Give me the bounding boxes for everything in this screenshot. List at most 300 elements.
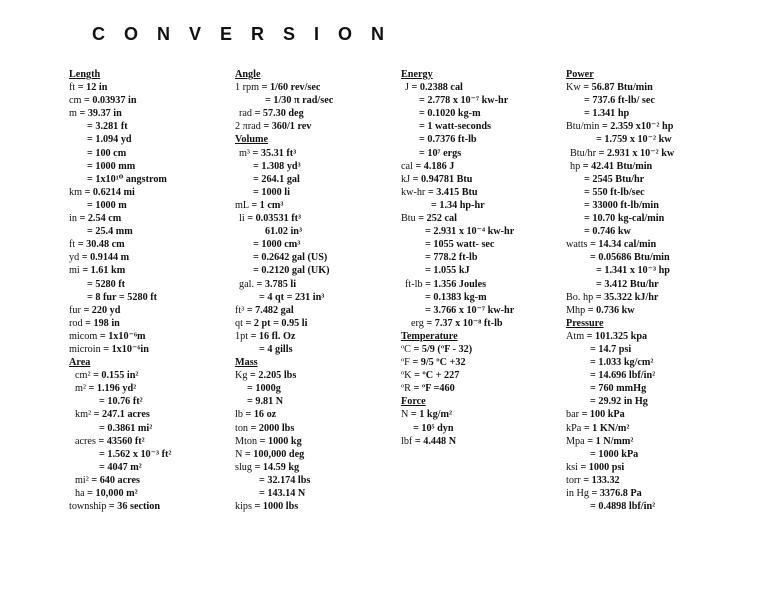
- unit-label: lbf: [401, 435, 413, 447]
- unit-value: = 1000 lbs: [254, 501, 299, 513]
- unit-label: Atm: [566, 330, 585, 342]
- conversion-row: [401, 317, 561, 330]
- conversion-row: [566, 422, 726, 435]
- unit-value: = 10.70 kg-cal/min: [584, 213, 665, 225]
- unit-value: = 9/5 ºC +32: [412, 357, 466, 369]
- unit-value: = 737.6 ft-lb/ sec: [584, 95, 655, 107]
- conversion-row: [69, 199, 229, 212]
- unit-value: = 640 acres: [91, 474, 140, 486]
- unit-value: = 2 pt = 0.95 li: [245, 317, 308, 329]
- unit-value: = 35.322 kJ/hr: [595, 291, 659, 303]
- unit-value: = 42.41 Btu/min: [582, 160, 653, 172]
- conversion-row: [235, 120, 395, 133]
- unit-value: = 2.359 x10⁻² hp: [601, 121, 674, 133]
- unit-value: = 30.48 cm: [77, 239, 125, 251]
- conversion-row: [69, 317, 229, 330]
- unit-value: = 133.32: [583, 474, 620, 486]
- page-title: C O N V E R S I O N: [92, 24, 392, 44]
- conversion-row: [235, 238, 395, 251]
- conversion-row: [401, 435, 561, 448]
- unit-value: = 10⁷ ergs: [419, 147, 462, 159]
- conversion-row: [401, 264, 561, 277]
- unit-value: = 101.325 kpa: [586, 330, 648, 342]
- conversion-row: [235, 81, 395, 94]
- conversion-row: [69, 474, 229, 487]
- unit-label: cm: [69, 95, 82, 107]
- unit-value: = 1000 cm³: [253, 239, 301, 251]
- conversion-row: [69, 160, 229, 173]
- unit-value: = 1.759 x 10⁻² kw: [596, 134, 672, 146]
- unit-label: 2 πrad: [235, 121, 261, 133]
- unit-value: = 1/30 π rad/sec: [265, 95, 334, 107]
- unit-label: m: [69, 108, 77, 120]
- unit-value: = 0.1020 kg-m: [419, 108, 481, 120]
- unit-value: = 3.766 x 10⁻⁷ kw-hr: [425, 304, 515, 316]
- conversion-row: [566, 264, 726, 277]
- conversion-row: [401, 382, 561, 395]
- unit-label: kJ: [401, 173, 411, 185]
- unit-value: = 4.448 N: [414, 435, 457, 447]
- conversion-row: [566, 133, 726, 146]
- conversion-row: [235, 435, 395, 448]
- unit-value: = 2000 lbs: [250, 422, 295, 434]
- unit-label: micom: [69, 330, 98, 342]
- conversion-row: [69, 500, 229, 513]
- conversion-row: [235, 382, 395, 395]
- unit-value: = 2.54 cm: [79, 213, 122, 225]
- unit-label: Kw: [566, 82, 581, 94]
- conversion-row: [401, 304, 561, 317]
- unit-value: = 1000 mm: [87, 160, 136, 172]
- conversion-row: [566, 330, 726, 343]
- conversion-row: [235, 186, 395, 199]
- unit-value: = 1.033 kg/cm²: [590, 357, 654, 369]
- conversion-row: [401, 343, 561, 356]
- unit-label: km: [69, 186, 83, 198]
- unit-value: = 14.696 lbf/in²: [590, 370, 656, 382]
- unit-value: = 760 mmHg: [590, 383, 647, 395]
- unit-value: = 1.308 yd³: [253, 160, 301, 172]
- unit-value: = 10,000 m²: [87, 488, 138, 499]
- unit-value: = 1.34 hp-hr: [431, 199, 485, 211]
- conversion-row: [566, 160, 726, 173]
- unit-label: ton: [235, 422, 249, 434]
- conversion-row: [566, 291, 726, 304]
- conversion-row: [401, 369, 561, 382]
- unit-value: = 33000 ft-lb/min: [584, 199, 659, 211]
- unit-value: = 0.7376 ft-lb: [419, 134, 477, 146]
- unit-value: = 1.341 hp: [584, 108, 630, 120]
- conversion-row: [401, 186, 561, 199]
- unit-label: 1pt: [235, 330, 249, 342]
- conversion-row: [566, 278, 726, 291]
- conversion-row: [69, 251, 229, 264]
- unit-value: = 1000 kg: [259, 435, 302, 447]
- conversion-row: [69, 487, 229, 500]
- unit-value: = 2.778 x 10⁻⁷ kw-hr: [419, 95, 509, 107]
- unit-value: = 0.1383 kg-m: [425, 291, 487, 303]
- unit-label: mL: [235, 199, 249, 211]
- unit-value: = 1x10⁻⁶in: [103, 343, 149, 355]
- section-heading: Force: [401, 396, 426, 408]
- unit-label: Btu/hr: [570, 147, 597, 159]
- unit-value: = 0.155 in²: [93, 370, 139, 382]
- unit-label: mi: [69, 265, 80, 277]
- unit-value: = 3.785 li: [256, 278, 297, 290]
- unit-value: = 1000 li: [253, 186, 290, 198]
- section-heading: Mass: [235, 357, 258, 369]
- unit-label: ºK: [401, 370, 412, 382]
- section-heading: Power: [566, 69, 594, 80]
- conversion-row: [566, 448, 726, 461]
- unit-value: = 7.37 x 10⁻⁸ ft-lb: [426, 317, 503, 329]
- conversion-row: [69, 186, 229, 199]
- conversion-row: [69, 133, 229, 146]
- unit-label: N: [401, 409, 409, 421]
- unit-value: = 100 cm: [87, 147, 127, 159]
- unit-value: = 29.92 in Hg: [590, 396, 648, 408]
- unit-value: = 1x10¹⁰ angstrom: [87, 173, 167, 185]
- unit-value: = 4 gills: [259, 343, 293, 355]
- conversion-row: [401, 356, 561, 369]
- conversion-row: [566, 212, 726, 225]
- unit-label: watts: [566, 239, 588, 251]
- conversion-row: [566, 238, 726, 251]
- conversion-row: [401, 251, 561, 264]
- unit-label: ha: [75, 488, 85, 499]
- conversion-row: [566, 225, 726, 238]
- conversion-row: [401, 422, 561, 435]
- conversion-row: [401, 291, 561, 304]
- unit-value: = 3.415 Btu: [427, 186, 478, 198]
- conversion-row: [69, 369, 229, 382]
- conversion-row: [69, 94, 229, 107]
- conversion-row: [235, 487, 395, 500]
- unit-value: = 0.746 kw: [584, 226, 631, 238]
- conversion-row: [235, 251, 395, 264]
- unit-value: = 220 yd: [83, 304, 121, 316]
- conversion-row: [235, 278, 395, 291]
- unit-label: Kg: [235, 370, 248, 382]
- conversion-row: [401, 147, 561, 160]
- conversion-row: [235, 408, 395, 421]
- unit-value: = 14.59 kg: [254, 461, 300, 473]
- conversion-row: [566, 107, 726, 120]
- unit-label: m³: [239, 147, 250, 159]
- section-heading: Energy: [401, 69, 433, 80]
- unit-value: = 10⁵ dyn: [413, 422, 454, 434]
- conversion-row: [235, 225, 395, 238]
- unit-label: in Hg: [566, 488, 589, 499]
- unit-label: cm²: [75, 370, 91, 382]
- unit-value: = 14.34 cal/min: [590, 239, 657, 251]
- conversion-row: [566, 251, 726, 264]
- unit-label: kPa: [566, 422, 582, 434]
- unit-label: rod: [69, 317, 83, 329]
- unit-value: = 3.412 Btu/hr: [596, 278, 659, 290]
- unit-label: 1 rpm: [235, 82, 260, 94]
- column-angle-volume-mass: [235, 68, 395, 513]
- conversion-row: [235, 369, 395, 382]
- conversion-row: [69, 212, 229, 225]
- conversion-row: [69, 435, 229, 448]
- unit-value: = 100 kPa: [581, 409, 625, 421]
- unit-value: = 36 section: [108, 501, 160, 513]
- unit-value: = 1055 watt- sec: [425, 239, 495, 251]
- unit-value: = 778.2 ft-lb: [425, 252, 478, 264]
- conversion-row: [69, 330, 229, 343]
- conversion-row: [401, 278, 561, 291]
- conversion-row: [69, 107, 229, 120]
- unit-value: = 8 fur = 5280 ft: [87, 291, 157, 303]
- unit-value: = 1.094 yd: [87, 134, 132, 146]
- conversion-row: [235, 448, 395, 461]
- unit-value: = 0.2120 gal (UK): [253, 265, 330, 277]
- conversion-row: [401, 173, 561, 186]
- unit-value: = 0.03531 ft³: [247, 213, 302, 225]
- unit-label: yd: [69, 252, 80, 264]
- conversion-row: [235, 422, 395, 435]
- unit-value: = 0.2388 cal: [411, 82, 463, 94]
- conversion-row: [69, 225, 229, 238]
- unit-value: = 57.30 deg: [254, 108, 304, 120]
- conversion-row: [401, 238, 561, 251]
- unit-value: = 0.03937 in: [84, 95, 137, 107]
- unit-value: = 360/1 rev: [263, 121, 312, 133]
- unit-label: township: [69, 501, 107, 513]
- column-power-pressure: [566, 68, 726, 513]
- unit-value: = 100,000 deg: [244, 448, 305, 460]
- unit-label: Mhp: [566, 304, 586, 316]
- conversion-row: [401, 133, 561, 146]
- unit-label: acres: [75, 435, 96, 447]
- conversion-row: [401, 120, 561, 133]
- conversion-row: [235, 304, 395, 317]
- unit-value: = 25.4 mm: [87, 226, 133, 238]
- conversion-row: [235, 500, 395, 513]
- conversion-row: [566, 147, 726, 160]
- unit-label: Btu/min: [566, 121, 600, 133]
- unit-value: = 2.205 lbs: [250, 370, 297, 382]
- conversion-row: [235, 291, 395, 304]
- unit-value: = 0.9144 m: [81, 252, 130, 264]
- unit-label: in: [69, 213, 77, 225]
- unit-value: = 0.94781 Btu: [412, 173, 473, 185]
- conversion-row: [401, 160, 561, 173]
- unit-value: = 1000 psi: [580, 461, 625, 473]
- conversion-row: [69, 278, 229, 291]
- conversion-row: [401, 94, 561, 107]
- section-heading: Area: [69, 357, 91, 369]
- unit-value: = 2545 Btu/hr: [584, 173, 645, 185]
- conversion-row: [566, 94, 726, 107]
- unit-label: Btu: [401, 213, 416, 225]
- unit-value: = 2.931 x 10⁻⁴ kw-hr: [425, 226, 515, 238]
- unit-label: gal.: [239, 278, 254, 290]
- unit-value: = 1000 kPa: [590, 448, 639, 460]
- conversion-row: [69, 343, 229, 356]
- unit-label: m²: [75, 383, 86, 395]
- unit-value: = 1 kg/m²: [410, 409, 453, 421]
- unit-value: = 1 watt-seconds: [419, 121, 492, 133]
- conversion-row: [235, 173, 395, 186]
- unit-label: ft: [69, 239, 76, 251]
- conversion-row: [566, 173, 726, 186]
- conversion-row: [566, 408, 726, 421]
- conversion-row: [69, 382, 229, 395]
- unit-value: = 1000 m: [87, 199, 127, 211]
- column-length-area: [69, 68, 229, 513]
- unit-value: = 1/60 rev/sec: [261, 82, 321, 94]
- unit-value: = 4.186 J: [415, 160, 455, 172]
- conversion-row: [69, 448, 229, 461]
- conversion-row: [69, 291, 229, 304]
- unit-value: = 1.562 x 10⁻³ ft²: [99, 448, 172, 460]
- conversion-row: [566, 500, 726, 513]
- unit-value: = ºF =460: [413, 383, 455, 395]
- conversion-row: [401, 225, 561, 238]
- conversion-row: [235, 107, 395, 120]
- unit-value: = 0.3861 mi²: [99, 422, 153, 434]
- unit-value: = 56.87 Btu/min: [583, 82, 653, 94]
- unit-value: = 0.4898 lbf/in²: [590, 501, 656, 513]
- conversion-row: [566, 487, 726, 500]
- conversion-row: [69, 264, 229, 277]
- unit-value: = 2.931 x 10⁻² kw: [598, 147, 675, 159]
- unit-value: = 3376.8 Pa: [591, 488, 642, 499]
- unit-label: cal: [401, 160, 413, 172]
- conversion-row: [566, 369, 726, 382]
- unit-label: ft: [69, 82, 76, 94]
- unit-label: torr: [566, 474, 581, 486]
- unit-value: = 4047 m²: [99, 461, 142, 473]
- conversion-row: [69, 238, 229, 251]
- unit-value: = 1000g: [247, 383, 281, 395]
- unit-value: = 252 cal: [418, 213, 457, 225]
- conversion-row: [69, 304, 229, 317]
- unit-value: = 264.1 gal: [253, 173, 300, 185]
- unit-value: = 1.196 yd²: [88, 383, 137, 395]
- conversion-row: [566, 435, 726, 448]
- unit-label: kw-hr: [401, 186, 426, 198]
- unit-value: = 5/9 (ºF - 32): [413, 343, 473, 355]
- conversion-row: [69, 173, 229, 186]
- unit-value: = 16 oz: [245, 409, 277, 421]
- conversion-row: [235, 474, 395, 487]
- conversion-row: [69, 147, 229, 160]
- unit-label: fur: [69, 304, 81, 316]
- unit-label: kips: [235, 501, 252, 513]
- conversion-row: [401, 199, 561, 212]
- unit-label: Mton: [235, 435, 258, 447]
- conversion-row: [566, 81, 726, 94]
- unit-value: = 10.76 ft²: [99, 396, 143, 408]
- unit-value: = 1x10⁻⁶m: [99, 330, 146, 342]
- unit-label: ksi: [566, 461, 578, 473]
- conversion-row: [566, 356, 726, 369]
- conversion-row: [401, 81, 561, 94]
- section-heading: Angle: [235, 69, 261, 80]
- unit-value: = 9.81 N: [247, 396, 284, 408]
- conversion-row: [566, 304, 726, 317]
- unit-value: = 0.736 kw: [587, 304, 635, 316]
- unit-value: = 43560 ft²: [98, 435, 145, 447]
- unit-value: = 1.356 Joules: [425, 278, 487, 290]
- section-heading: Pressure: [566, 317, 604, 329]
- unit-value: = 7.482 gal: [246, 304, 294, 316]
- unit-value: = 143.14 N: [259, 488, 306, 499]
- conversion-row: [69, 408, 229, 421]
- conversion-row: [235, 94, 395, 107]
- unit-value: = 1.341 x 10⁻³ hp: [596, 265, 670, 277]
- unit-label: microin: [69, 343, 101, 355]
- unit-value: 61.02 in³: [265, 226, 303, 238]
- unit-value: = 0.2642 gal (US): [253, 252, 328, 264]
- conversion-row: [401, 212, 561, 225]
- conversion-row: [69, 422, 229, 435]
- unit-value: = 39.37 in: [79, 108, 122, 120]
- conversion-row: [235, 147, 395, 160]
- unit-value: = 32.174 lbs: [259, 474, 311, 486]
- unit-label: erg: [411, 317, 424, 329]
- conversion-row: [69, 120, 229, 133]
- unit-value: = 198 in: [85, 317, 120, 329]
- conversion-row: [235, 264, 395, 277]
- section-heading: Length: [69, 69, 101, 80]
- conversion-row: [566, 474, 726, 487]
- unit-value: = 16 fl. Oz: [250, 330, 296, 342]
- unit-label: mi²: [75, 474, 89, 486]
- unit-label: qt: [235, 317, 243, 329]
- unit-label: Bo. hp: [566, 291, 594, 303]
- unit-label: lb: [235, 409, 243, 421]
- unit-label: Mpa: [566, 435, 585, 447]
- conversion-row: [235, 212, 395, 225]
- unit-label: ft³: [235, 304, 245, 316]
- unit-value: = 4 qt = 231 in³: [259, 291, 325, 303]
- unit-value: = 550 ft-lb/sec: [584, 186, 645, 198]
- conversion-row: [235, 461, 395, 474]
- conversion-row: [566, 395, 726, 408]
- unit-label: km²: [75, 409, 92, 421]
- conversion-row: [235, 343, 395, 356]
- unit-value: = 35.31 ft³: [252, 147, 297, 159]
- unit-label: li: [239, 213, 245, 225]
- unit-label: hp: [570, 160, 581, 172]
- unit-value: = 3.281 ft: [87, 121, 128, 133]
- conversion-row: [566, 461, 726, 474]
- conversion-row: [235, 317, 395, 330]
- unit-label: bar: [566, 409, 580, 421]
- unit-value: = 1 cm³: [251, 199, 284, 211]
- conversion-row: [566, 186, 726, 199]
- unit-value: = 14.7 psi: [590, 343, 632, 355]
- conversion-row: [235, 199, 395, 212]
- unit-label: ºF: [401, 357, 410, 369]
- conversion-row: [401, 408, 561, 421]
- unit-value: = 5280 ft: [87, 278, 126, 290]
- unit-value: = 1 KN/m²: [583, 422, 630, 434]
- unit-label: ºC: [401, 343, 411, 355]
- conversion-row: [235, 330, 395, 343]
- conversion-row: [69, 81, 229, 94]
- conversion-row: [566, 199, 726, 212]
- column-energy-temperature-force: [401, 68, 561, 448]
- conversion-row: [566, 120, 726, 133]
- unit-label: ºR: [401, 383, 411, 395]
- unit-value: = 247.1 acres: [93, 409, 150, 421]
- unit-label: rad: [239, 108, 253, 120]
